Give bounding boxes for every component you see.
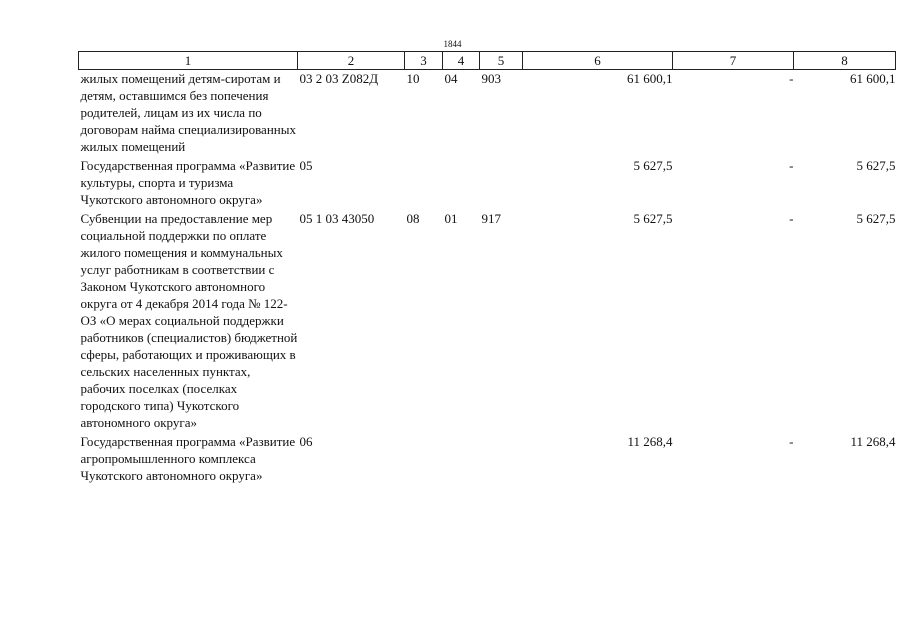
row-amount: 61 600,1: [627, 71, 673, 86]
column-header: 4: [443, 52, 480, 70]
row-section: [405, 155, 443, 208]
table-header-row: [79, 52, 896, 70]
table-row: [79, 70, 896, 156]
column-header: 7: [673, 52, 794, 70]
row-ministry: 903: [481, 71, 501, 86]
row-subsection: 01: [444, 211, 458, 226]
column-header: 3: [405, 52, 443, 70]
row-total: 5 627,5: [856, 158, 896, 173]
row-change: -: [789, 71, 794, 86]
row-name: Государственная программа «Развитие культуры, спорта и туризма Чукотского автономного округа»: [80, 158, 296, 207]
row-section: 08: [406, 211, 420, 226]
row-ministry: [480, 431, 523, 484]
row-name: Государственная программа «Развитие агропромышленного комплекса Чукотского автономного округа»: [80, 434, 296, 483]
table-row: [79, 431, 896, 484]
column-header: 6: [523, 52, 673, 70]
row-total: 11 268,4: [850, 434, 896, 449]
row-code: 06: [299, 434, 313, 449]
row-change: -: [789, 434, 794, 449]
row-amount: 11 268,4: [627, 434, 673, 449]
row-name: жилых помещений детям-сиротам и детям, оставшимся без попечения родителей, лицам из их числа по договорам найма специализированных жилых помещений: [80, 71, 296, 154]
table-row: [79, 208, 896, 431]
row-change: -: [789, 158, 794, 173]
row-code: 05: [299, 158, 313, 173]
column-header: 5: [480, 52, 523, 70]
row-amount: 5 627,5: [633, 158, 673, 173]
row-ministry: [480, 155, 523, 208]
column-header: 1: [79, 52, 298, 70]
table-row: [79, 155, 896, 208]
row-subsection: [443, 431, 480, 484]
row-subsection: 04: [444, 71, 458, 86]
column-header: 8: [794, 52, 896, 70]
budget-table: [78, 51, 896, 484]
row-section: 10: [406, 71, 420, 86]
row-amount: 5 627,5: [633, 211, 673, 226]
row-ministry: 917: [481, 211, 501, 226]
row-subsection: [443, 155, 480, 208]
column-header: 2: [298, 52, 405, 70]
row-section: [405, 431, 443, 484]
row-code: 05 1 03 43050: [299, 211, 375, 226]
row-total: 61 600,1: [850, 71, 896, 86]
row-name: Субвенции на предоставление мер социальной поддержки по оплате жилого помещения и коммунальных услуг работникам в соответствии с Законом Чукотского автономного округа от 4 декабря 2014 года № 122-ОЗ «О мерах социальной поддержки работников (специалистов) бюджетной сферы, работающих и проживающих в сельских населенных пунктах, рабочих поселках (поселках городского типа) Чукотского автономного округа»: [80, 211, 298, 430]
row-code: 03 2 03 Z082Д: [299, 71, 379, 86]
row-change: -: [789, 211, 794, 226]
row-total: 5 627,5: [856, 211, 896, 226]
page-number: 1844: [443, 39, 462, 49]
